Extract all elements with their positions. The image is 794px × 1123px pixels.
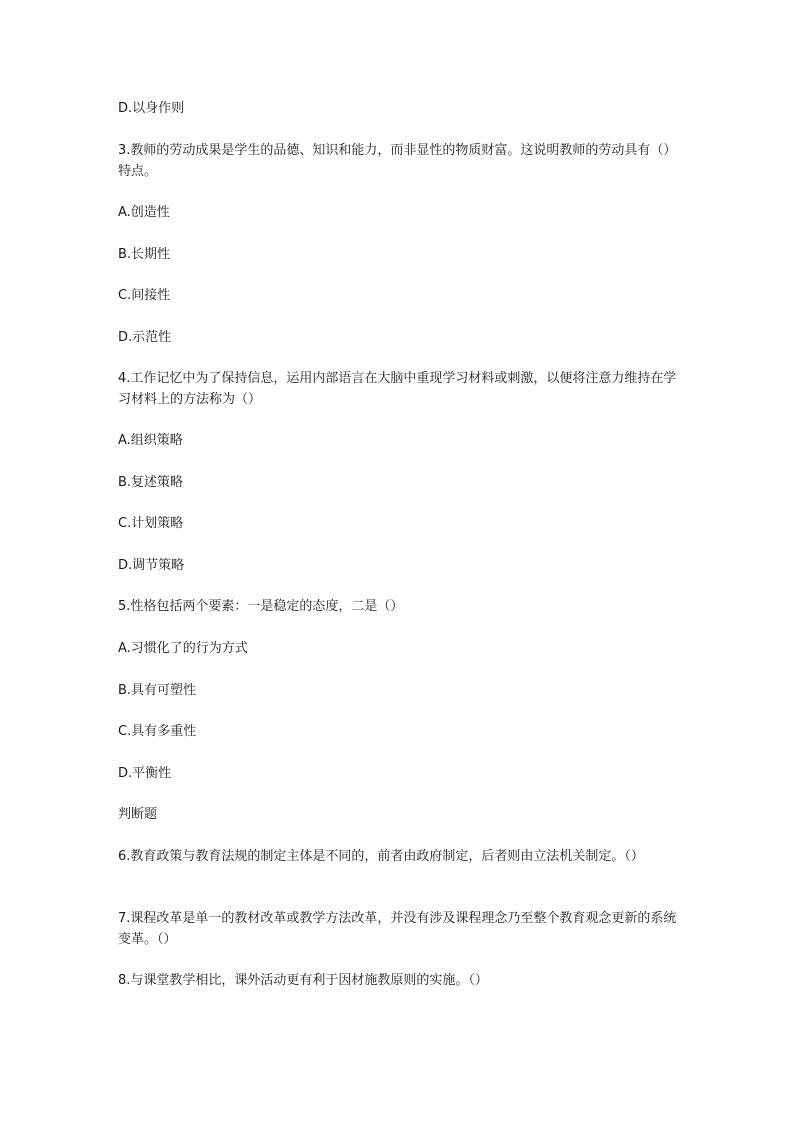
- question-text: 6.教育政策与教育法规的制定主体是不同的，前者由政府制定，后者则由立法机关制定。（）: [118, 849, 644, 864]
- question-text: 5.性格包括两个要素：一是稳定的态度，二是（）: [118, 599, 404, 614]
- question-text: 3.教师的劳动成果是学生的品德、知识和能力，而非显性的物质财富。这说明教师的劳动具有（）特点。: [118, 143, 677, 179]
- option-text: B.长期性: [118, 247, 171, 262]
- option-text: B.复述策略: [118, 475, 184, 490]
- option-text: D.平衡性: [118, 766, 172, 781]
- option-text: C.具有多重性: [118, 724, 197, 739]
- option-text: D.以身作则: [118, 101, 185, 116]
- question-text: 4.工作记忆中为了保持信息，运用内部语言在大脑中重现学习材料或刺激，以便将注意力维持在学习材料上的方法称为（）: [118, 371, 677, 407]
- question-text: 8.与课堂教学相比，课外活动更有利于因材施教原则的实施。（）: [118, 973, 488, 988]
- question-text: 7.课程改革是单一的教材改革或教学方法改革，并没有涉及课程理念乃至整个教育观念更新的系统变革。（）: [118, 911, 677, 947]
- option-text: C.计划策略: [118, 516, 184, 531]
- option-text: D.调节策略: [118, 558, 185, 573]
- option-text: C.间接性: [118, 288, 171, 303]
- option-text: D.示范性: [118, 330, 172, 345]
- section-heading: 判断题: [118, 807, 158, 822]
- option-text: A.习惯化了的行为方式: [118, 641, 248, 656]
- option-text: B.具有可塑性: [118, 683, 197, 698]
- option-text: A.创造性: [118, 205, 170, 220]
- option-text: A.组织策略: [118, 433, 183, 448]
